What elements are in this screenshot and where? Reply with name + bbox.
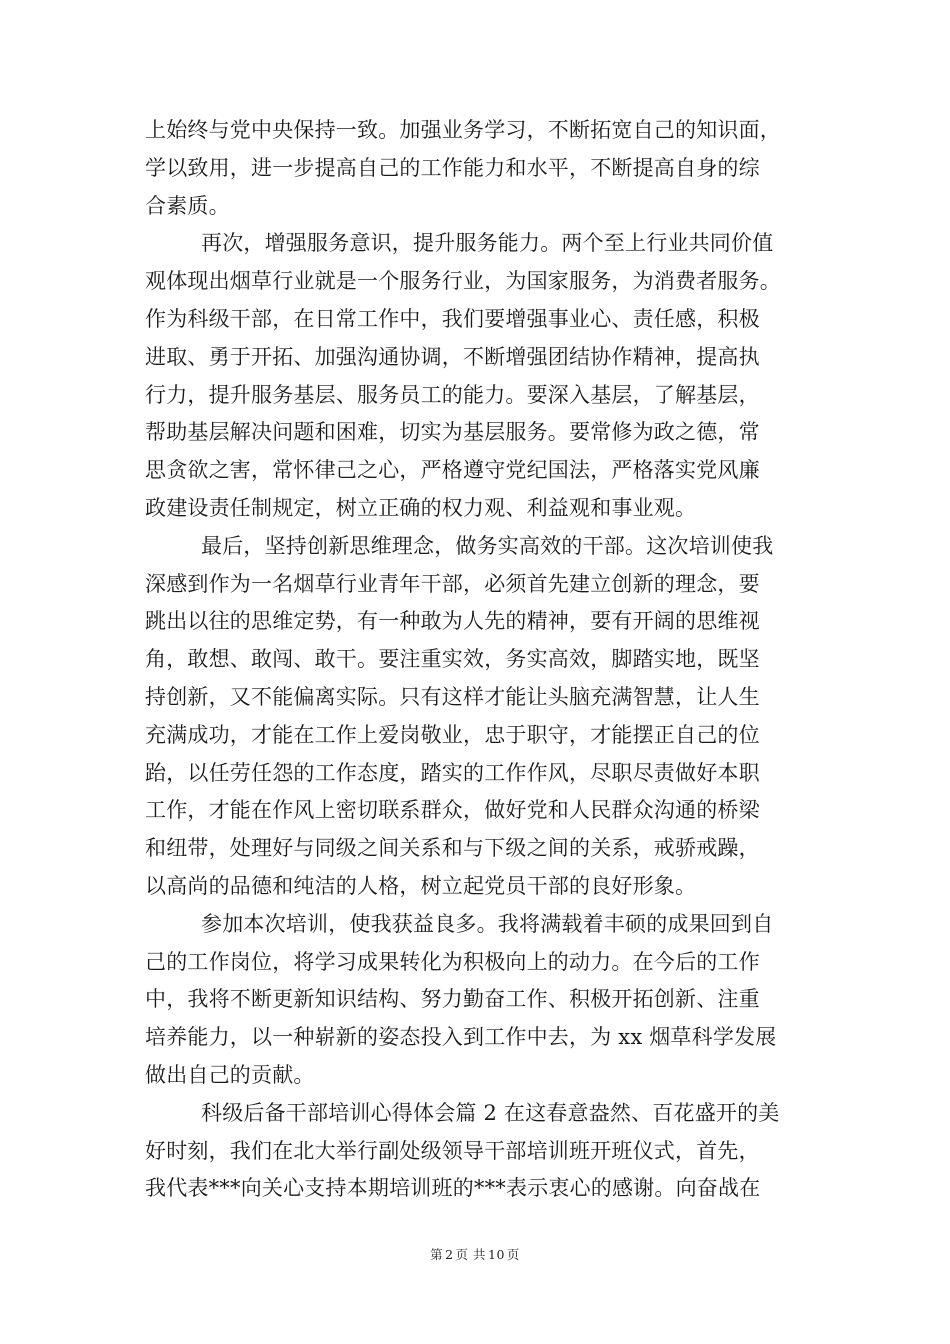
text-line: 培养能力，以一种崭新的姿态投入到工作中去，为 xx 烟草科学发展 <box>145 1025 777 1050</box>
text-line: 己的工作岗位，将学习成果转化为积极向上的动力。在今后的工作 <box>145 949 760 974</box>
footer-suffix: 页 <box>506 1247 520 1262</box>
text-line: 思贪欲之害，常怀律己之心，严格遵守党纪国法，严格落实党风廉 <box>145 458 760 483</box>
text-line: 观体现出烟草行业就是一个服务行业，为国家服务，为消费者服务。 <box>145 269 781 294</box>
text-line: 进取、勇于开拓、加强沟通协调，不断增强团结协作精神，提高执 <box>145 344 760 369</box>
footer-prefix: 第 <box>430 1247 444 1262</box>
text-line: 帮助基层解决问题和困难，切实为基层服务。要常修为政之德，常 <box>145 420 760 445</box>
text-line: 上始终与党中央保持一致。加强业务学习，不断拓宽自己的知识面， <box>145 118 781 142</box>
text-line: 深感到作为一名烟草行业青年干部，必须首先建立创新的理念，要 <box>145 571 760 596</box>
footer-current-page: 2 <box>445 1247 454 1262</box>
text-line: 工作，才能在作风上密切联系群众，做好党和人民群众沟通的桥梁 <box>145 798 760 823</box>
text-line: 行力，提升服务基层、服务员工的能力。要深入基层，了解基层， <box>145 382 760 407</box>
text-line: 参加本次培训，使我获益良多。我将满载着丰硕的成果回到自 <box>201 911 774 936</box>
text-line: 作为科级干部，在日常工作中，我们要增强事业心、责任感，积极 <box>145 306 760 331</box>
footer-middle: 页 共 <box>455 1247 487 1262</box>
text-line: 科级后备干部培训心得体会篇 2 在这春意盎然、百花盛开的美 <box>201 1100 780 1125</box>
text-line: 充满成功，才能在工作上爱岗敬业，忠于职守，才能摆正自己的位 <box>145 722 760 747</box>
text-line: 持创新，又不能偏离实际。只有这样才能让头脑充满智慧，让人生 <box>145 684 760 709</box>
footer-total-pages: 10 <box>488 1247 505 1262</box>
text-line: 角，敢想、敢闯、敢干。要注重实效，务实高效，脚踏实地，既坚 <box>145 647 760 672</box>
page-footer <box>0 1245 950 1263</box>
text-line: 跆，以任劳任怨的工作态度，踏实的工作作风，尽职尽责做好本职 <box>145 760 760 785</box>
text-line: 以高尚的品德和纯洁的人格，树立起党员干部的良好形象。 <box>145 873 697 898</box>
document-body <box>145 112 815 1208</box>
text-line: 做出自己的贡献。 <box>145 1062 315 1087</box>
text-line: 最后，坚持创新思维理念，做务实高效的干部。这次培训使我 <box>201 533 774 558</box>
text-line: 和纽带，处理好与同级之间关系和与下级之间的关系，戒骄戒躁， <box>145 836 760 861</box>
text-line: 跳出以往的思维定势，有一种敢为人先的精神，要有开阔的思维视 <box>145 609 760 634</box>
text-line: 政建设责任制规定，树立正确的权力观、利益观和事业观。 <box>145 495 697 520</box>
text-line: 中，我将不断更新知识结构、努力勤奋工作、积极开拓创新、注重 <box>145 987 760 1012</box>
text-line: 再次，增强服务意识，提升服务能力。两个至上行业共同价值 <box>201 231 774 256</box>
text-line: 学以致用，进一步提高自己的工作能力和水平，不断提高自身的综 <box>145 155 760 180</box>
text-line: 合素质。 <box>145 193 230 218</box>
text-line: 好时刻，我们在北大举行副处级领导干部培训班开班仪式，首先， <box>145 1138 760 1163</box>
text-line: 我代表***向关心支持本期培训班的***表示衷心的感谢。向奋战在 <box>145 1176 761 1201</box>
